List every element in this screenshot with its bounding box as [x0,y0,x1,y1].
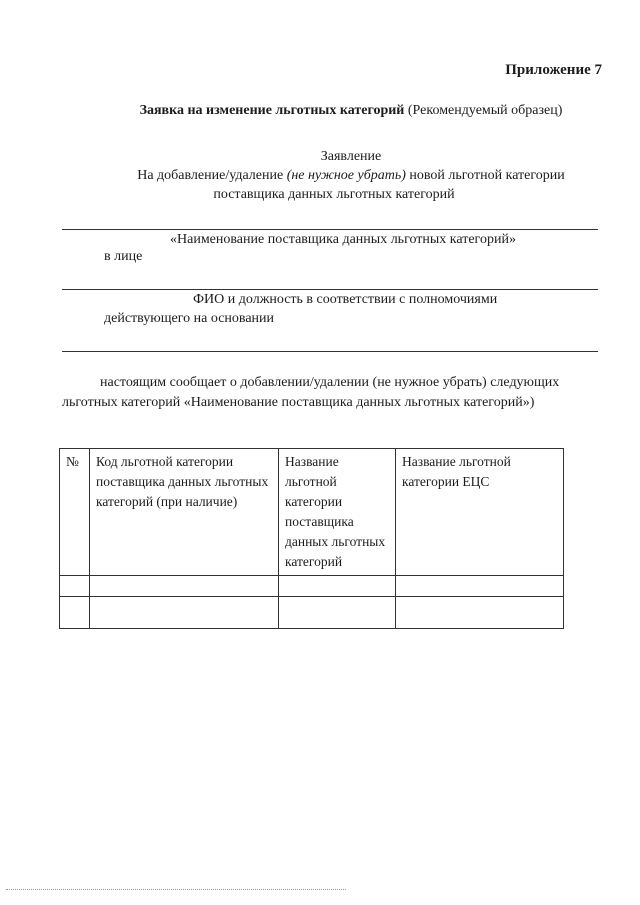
in-person-label: в лице [104,249,143,264]
table-cell [279,576,396,597]
table-cell [60,597,90,629]
table-row [60,597,564,629]
table-cell [396,597,564,629]
header-ecs-name: Название льготной категории ЕЦС [396,449,564,576]
request-title [0,103,640,119]
statement-title: Заявление [320,149,382,164]
categories-table [59,448,564,629]
table-cell [90,597,279,629]
supplier-name-line [62,229,598,230]
statement-line-2: поставщика данных льготных категорий [213,187,455,202]
table-cell [279,597,396,629]
acting-basis-label: действующего на основании [104,311,275,326]
appendix-label: Приложение 7 [505,62,602,78]
statement-line-1-italic: (не нужное убрать) [286,168,406,183]
statement-line-1-prefix: На добавление/удаление [137,168,287,183]
table-row [60,576,564,597]
table-cell [60,576,90,597]
statement-line-1-suffix: новой льготной категории [405,168,565,183]
statement-line-1 [0,168,640,184]
header-supplier-name: Название льготной категории поставщика данных льготных категорий [279,449,396,576]
fio-caption: ФИО и должность в соответствии с полномочиями [193,292,498,307]
table-cell [396,576,564,597]
table-cell [90,576,279,597]
body-paragraph: настоящим сообщает о добавлении/удалении (не нужное убрать) следующих льготных категорий «Наименование поставщика данных льготных категорий») [62,375,560,410]
fio-line [62,289,598,290]
supplier-name-caption: «Наименование поставщика данных льготных категорий» [170,232,516,247]
request-title-note: (Рекомендуемый образец) [404,103,563,118]
header-number: № [60,449,90,576]
request-title-bold: Заявка на изменение льготных категорий [139,103,405,118]
basis-line [62,351,598,352]
scan-edge-line [6,889,346,890]
table-header-row [60,449,564,576]
header-code: Код льготной категории поставщика данных льготных категорий (при наличие) [90,449,279,576]
